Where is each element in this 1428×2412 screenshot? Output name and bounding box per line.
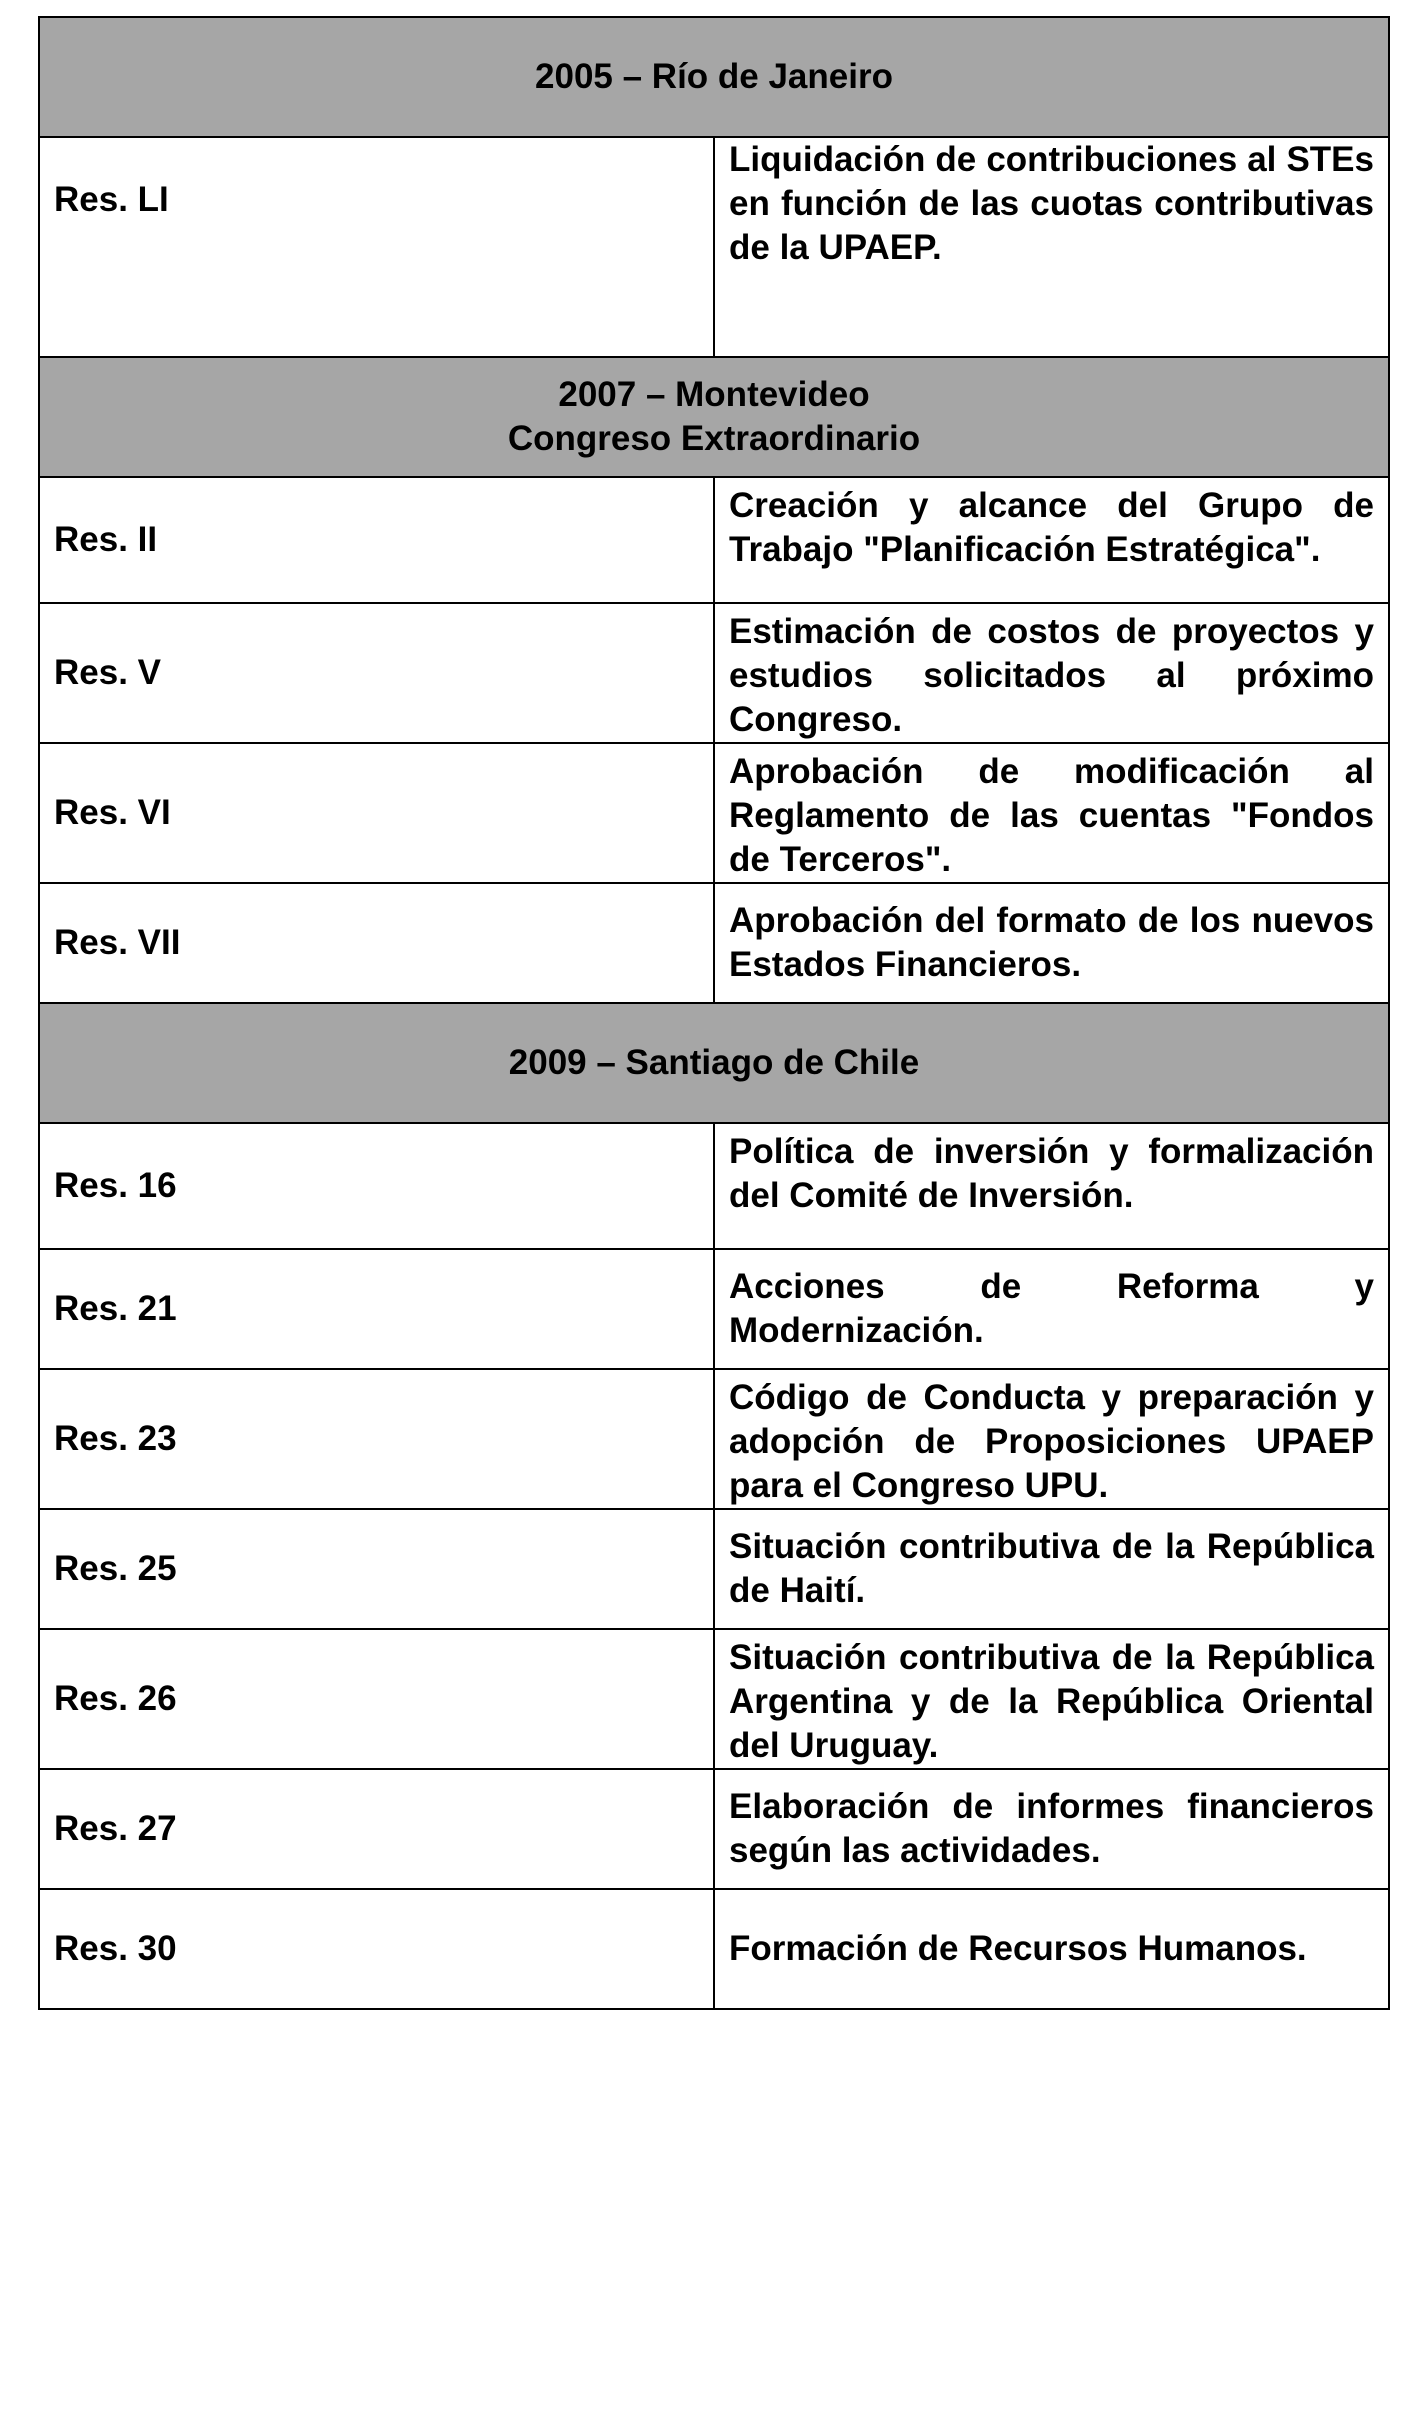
resolution-description: Elaboración de informes financieros según las actividades. (714, 1769, 1389, 1889)
resolution-ref: Res. 26 (39, 1629, 714, 1769)
resolution-description: Código de Conducta y preparación y adopción de Proposiciones UPAEP para el Congreso UPU. (714, 1369, 1389, 1509)
resolution-ref: Res. 27 (39, 1769, 714, 1889)
table-row (39, 743, 1389, 883)
table-row (39, 1769, 1389, 1889)
resolution-description: Aprobación del formato de los nuevos Estados Financieros. (714, 883, 1389, 1003)
section-header-row (39, 17, 1389, 137)
section-title: 2007 – Montevideo (558, 375, 870, 414)
resolution-ref: Res. 25 (39, 1509, 714, 1629)
resolution-ref: Res. 21 (39, 1249, 714, 1369)
resolution-description: Situación contributiva de la República Argentina y de la República Oriental del Uruguay. (714, 1629, 1389, 1769)
section-header-2009 (39, 1003, 1389, 1123)
resolutions-table (38, 16, 1390, 2010)
table-row (39, 477, 1389, 603)
section-title: 2005 – Río de Janeiro (535, 57, 893, 96)
section-header-2005 (39, 17, 1389, 137)
section-header-2007 (39, 357, 1389, 477)
resolution-ref: Res. VII (39, 883, 714, 1003)
resolution-ref: Res. 23 (39, 1369, 714, 1509)
resolution-description: Estimación de costos de proyectos y estudios solicitados al próximo Congreso. (714, 603, 1389, 743)
resolution-description: Formación de Recursos Humanos. (714, 1889, 1389, 2009)
table-row (39, 1369, 1389, 1509)
section-header-row (39, 357, 1389, 477)
table-row (39, 137, 1389, 357)
table-row (39, 1123, 1389, 1249)
section-subtitle: Congreso Extraordinario (507, 419, 921, 458)
table-row (39, 883, 1389, 1003)
table-row (39, 603, 1389, 743)
table-row (39, 1509, 1389, 1629)
resolution-ref: Res. 16 (39, 1123, 714, 1249)
resolution-ref: Res. 30 (39, 1889, 714, 2009)
table-row (39, 1249, 1389, 1369)
resolution-ref: Res. II (39, 477, 714, 603)
resolution-description: Situación contributiva de la República de Haití. (714, 1509, 1389, 1629)
resolution-description: Creación y alcance del Grupo de Trabajo "Planificación Estratégica". (714, 477, 1389, 603)
section-header-row (39, 1003, 1389, 1123)
section-title: 2009 – Santiago de Chile (508, 1043, 920, 1082)
resolution-ref: Res. VI (39, 743, 714, 883)
resolution-ref: Res. V (39, 603, 714, 743)
resolution-description: Liquidación de contribuciones al STEs en función de las cuotas contributivas de la UPAEP. (714, 137, 1389, 357)
resolution-description: Política de inversión y formalización del Comité de Inversión. (714, 1123, 1389, 1249)
resolution-description: Acciones de Reforma y Modernización. (714, 1249, 1389, 1369)
table-row (39, 1889, 1389, 2009)
resolution-ref: Res. LI (39, 137, 714, 357)
table-row (39, 1629, 1389, 1769)
resolution-description: Aprobación de modificación al Reglamento de las cuentas "Fondos de Terceros". (714, 743, 1389, 883)
